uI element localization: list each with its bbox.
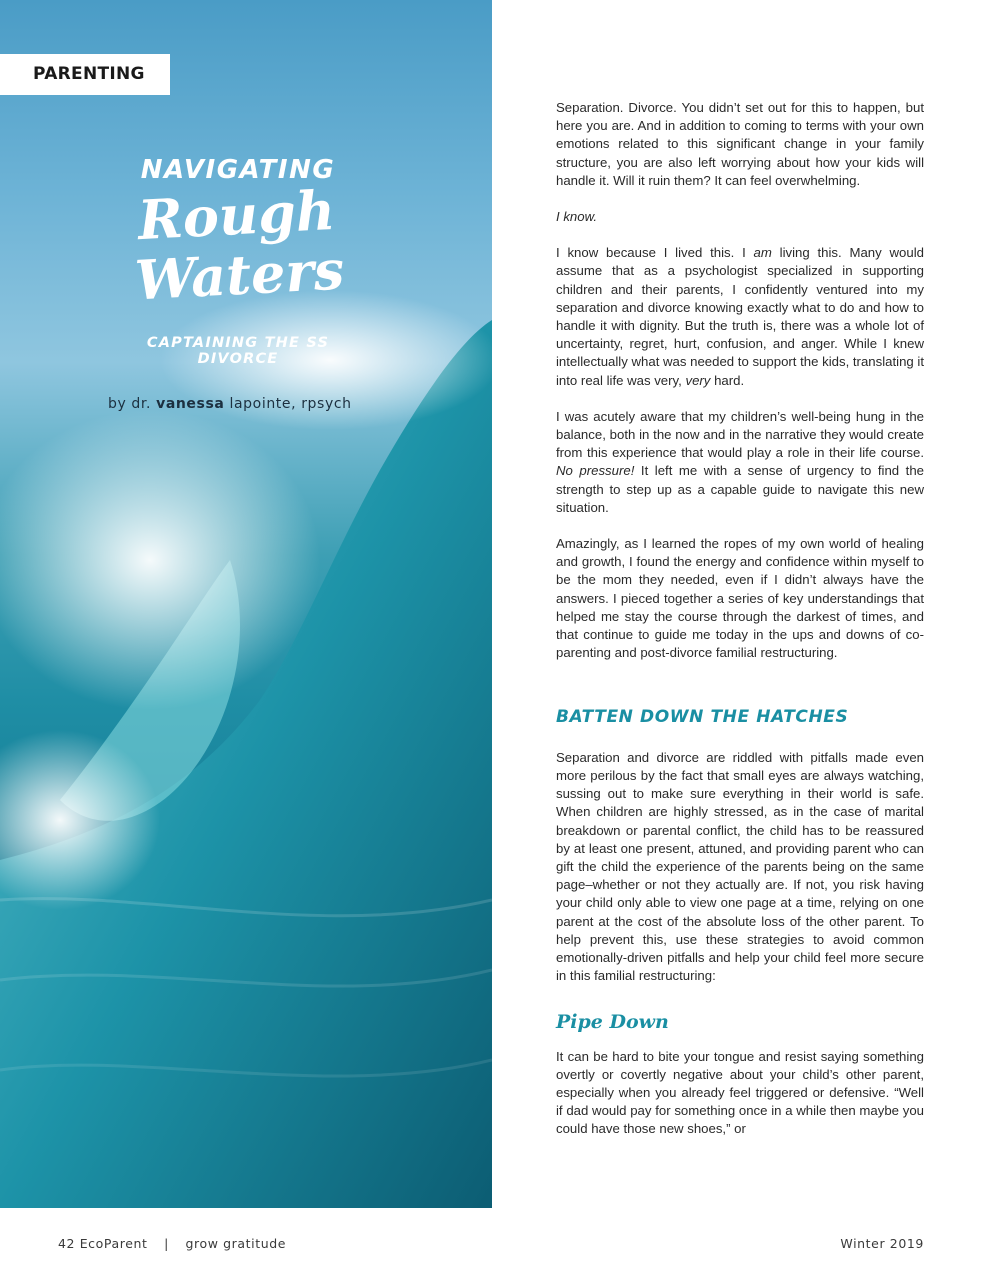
paragraph-2: I know. [556, 209, 598, 225]
section-tag: PARENTING [0, 54, 170, 95]
byline-prefix: by dr. [108, 396, 152, 412]
paragraph-5: Amazingly, as I learned the ropes of my own world of healing and growth, I found the energy and confidence within myself to be the mom they needed, even if I didn’t always have the answers. I pieced together a series of key understandings that helped me stay the course through the darkest of times, and that continue to guide me today in the ups and downs of co-parenting and post-divorce familial restructuring. [556, 536, 924, 661]
footer-separator: | [164, 1236, 169, 1251]
magazine-name: EcoParent [79, 1236, 148, 1251]
byline-first-name: vanessa [156, 396, 225, 412]
page-footer [58, 1236, 924, 1254]
byline [108, 396, 378, 412]
paragraph-4: I was acutely aware that my children’s well-being hung in the balance, both in the now and in the narrative they would create from this experience that would play a role in their life course. No pressure! It left me with a sense of urgency to find the strength to step up as a capable guide to navigate this new situation. [556, 408, 924, 515]
paragraph-7: It can be hard to bite your tongue and resist saying something overtly or covertly negative about your child’s other parent, especially when you already feel triggered or defensive. “Well if dad would pay for something once in a while then maybe you could have those new shoes,” or [556, 1048, 924, 1137]
article-title [105, 178, 371, 311]
issue-date: Winter 2019 [840, 1236, 924, 1251]
photo-credit: © Can Stock Photo Inc. / (irabel8) [500, 1030, 509, 1165]
byline-rest: lapointe, rpsych [229, 396, 352, 412]
footer-left [58, 1236, 286, 1251]
title-line-2: Waters [133, 237, 346, 313]
section-heading-batten: BATTEN DOWN THE HATCHES [556, 707, 849, 728]
title-line-1: Rough [136, 177, 337, 253]
subheading-pipe-down: Pipe Down [556, 1011, 669, 1034]
article-subtitle: CAPTAINING THE SS DIVORCE [146, 335, 330, 367]
page-number: 42 [58, 1236, 76, 1251]
title-kicker: NAVIGATING [140, 155, 336, 185]
paragraph-3: I know because I lived this. I am living this. Many would assume that as a psychologist specialized in supporting children and their parents, I confidently ventured into my separation and divorce knowing exactly what to do and how to handle it with dignity. But the truth is, there was a whole lot of uncertainty, regret, hurt, confusion, and anger. While I knew intellectually what was needed to support the kids, translating it into real life was very, very hard. [556, 245, 924, 388]
article-body [556, 99, 924, 1157]
footer-tagline: grow gratitude [185, 1236, 287, 1251]
paragraph-1: Separation. Divorce. You didn’t set out for this to happen, but here you are. And in addition to coming to terms with your own emotions related to this significant change in your family structure, you are also left worrying about how your kids will handle it. Will it ruin them? It can feel overwhelming. [556, 100, 924, 188]
paragraph-6: Separation and divorce are riddled with pitfalls made even more perilous by the fact that small eyes are always watching, sussing out to make sure everything in their world is safe. When children are highly stressed, as in the case of marital breakdown or parental conflict, the child has to be reassured by at least one present, attuned, and providing parent who can gift the child the experience of the parents being on the same page–whether or not they actually are. If not, you risk having your child only able to view one page at a time, relying on one parent at the cost of the absolute loss of the other parent. To help prevent this, use these strategies to avoid common emotionally-driven pitfalls and help your child feel more secure in this familial restructuring: [556, 749, 924, 984]
